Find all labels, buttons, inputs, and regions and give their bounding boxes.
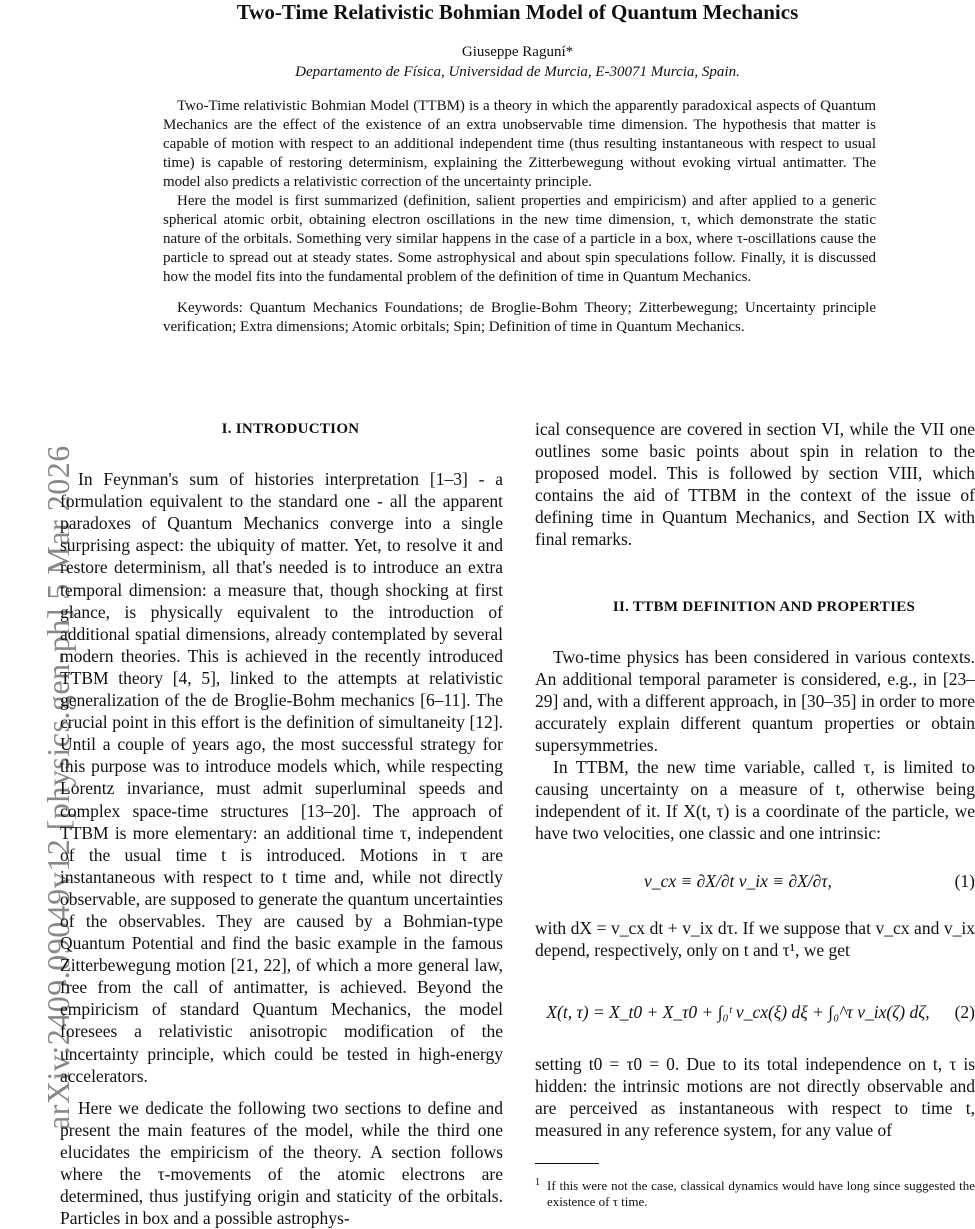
section-heading-introduction: I. INTRODUCTION [221, 421, 360, 437]
equation-2-number: (2) [954, 1001, 975, 1022]
equation-1-number: (1) [954, 871, 975, 892]
abstract-paragraph-2: Here the model is first summarized (definition, salient properties and empiricism) and after applied to a generic spherical atomic orbit, obtaining electron oscillations in the new time dimension, τ, which demonstrate the static nature of the orbitals. Something very similar happens in the case of a particle in a box, where τ-oscillations cause the particle to spread out at steady states. Some astrophysical and about spin speculations follow. Finally, it is discussed how the model fits into the fundamental problem of the definition of time in Quantum Mechanics. [163, 193, 876, 285]
author-affiliation: Departamento de Física, Universidad de Murcia, E-30071 Murcia, Spain. [295, 64, 740, 80]
footnote-rule [535, 1163, 599, 1164]
ttbm-paragraph-4: setting t0 = τ0 = 0. Due to its total independence on t, τ is hidden: the intrinsic motions are not directly observable and are perceived as instantaneous with respect to time t, measured in any reference system, for any value of [535, 1053, 975, 1140]
arxiv-identifier[interactable]: arXiv:2409.09049v12 [physics.gen-ph] 5 Mar 2026 [40, 445, 76, 1130]
equation-2-body: X(t, τ) = X_t0 + X_τ0 + ∫₀ᵗ v_cx(ξ) dξ + ∫₀^τ v_ix(ζ) dζ, [546, 1001, 930, 1022]
paper-title: Two-Time Relativistic Bohmian Model of Quantum Mechanics [236, 0, 799, 24]
keywords: Keywords: Quantum Mechanics Foundations; de Broglie-Bohm Theory; Zitterbewegung; Uncertainty principle verification; Extra dimensions; Atomic orbitals; Spin; Definition of time in Quantum Mechanics. [163, 300, 876, 335]
ttbm-paragraph-1: Two-time physics has been considered in various contexts. An additional temporal parameter is considered, e.g., in [23–29] and, with a different approach, in [30–35] in order to more accurately explain different quantum properties or obtain supersymmetries. [535, 646, 975, 756]
equation-1 [535, 865, 975, 899]
section-heading-ttbm: II. TTBM DEFINITION AND PROPERTIES [612, 598, 916, 615]
arxiv-sidebar [0, 230, 76, 1130]
right-column [535, 418, 975, 1210]
footnote-text: If this were not the case, classical dynamics would have long since suggested the existence of τ time. [547, 1178, 975, 1210]
author-name: Giuseppe Raguní* [461, 44, 574, 60]
equation-2 [535, 983, 975, 1041]
ttbm-paragraph-2: In TTBM, the new time variable, called τ, is limited to causing uncertainty on a measure of t, otherwise being independent of it. If X(t, τ) is a coordinate of the particle, we have two velocities, one classic and one intrinsic: [535, 757, 975, 844]
ttbm-paragraph-3: with dX = v_cx dt + v_ix dτ. If we suppose that v_cx and v_ix depend, respectively, only on t and τ¹, we get [535, 917, 975, 960]
abstract-paragraph-1: Two-Time relativistic Bohmian Model (TTBM) is a theory in which the apparently paradoxical aspects of Quantum Mechanics are the effect of the existence of an extra unobservable time dimension. The hypothesis that matter is capable of motion with respect to an additional independent time (thus resulting instantaneous with respect to usual time) is capable of restoring determinism, explaining the Zitterbewegung without evoking virtual antimatter. The model also predicts a relativistic correction of the uncertainty principle. [163, 98, 876, 190]
left-column [60, 418, 503, 1229]
intro-paragraph-continued: ical consequence are covered in section VI, while the VII one outlines some basic points about spin in relation to the proposed model. This is followed by section VIII, which contains the aid of TTBM in the context of the issue of defining time in Quantum Mechanics, and Section IX with final remarks. [535, 419, 975, 550]
equation-1-body: v_cx ≡ ∂X/∂t v_ix ≡ ∂X/∂τ, [644, 871, 832, 892]
footnote-1 [535, 1178, 975, 1210]
intro-paragraph-2: Here we dedicate the following two sections to define and present the main features of the model, while the third one elucidates the empiricism of the theory. A section follows where the τ-movements of the atomic electrons are determined, thus justifying origin and staticity of the orbitals. Particles in box and a possible astrophys- [60, 1097, 503, 1229]
abstract [163, 97, 876, 337]
footnote-marker: 1 [535, 1177, 540, 1189]
intro-paragraph-1: In Feynman's sum of histories interpretation [1–3] - a formulation equivalent to the standard one - all the apparent paradoxes of Quantum Mechanics converge into a single surprising aspect: the ubiquity of matter. Yet, to resolve it and restore determinism, all that's needed is to introduce an extra temporal dimension: a measure that, though shocking at first glance, is physically equivalent to the introduction of additional spatial dimensions, already contemplated by several modern theories. This is achieved in the recently introduced TTBM theory [4, 5], linked to the attempts at relativistic generalization of the de Broglie-Bohm mechanics [6–11]. The crucial point in this effort is the definition of simultaneity [12]. Until a couple of years ago, the most successful strategy for this purpose was to introduce models which, while respecting Lorentz invariance, must admit superluminal speeds and complex space-time structures [13–20]. The approach of TTBM is more elementary: an additional time τ, independent of the usual time t is introduced. Motions in τ are instantaneous with respect to t time and, while not directly observable, are supposed to generate the quantum uncertainties of the observables. They are caused by a Bohmian-type Quantum Potential and find the basic example in the famous Zitterbewegung motion [21, 22], of which a more general law, free from the call of antimatter, is achieved. Beyond the empiricism of standard Quantum Mechanics, the model foresees a relativistic anisotropic modification of the uncertainty principle, which could be tested in high-energy accelerators. [60, 469, 503, 1086]
